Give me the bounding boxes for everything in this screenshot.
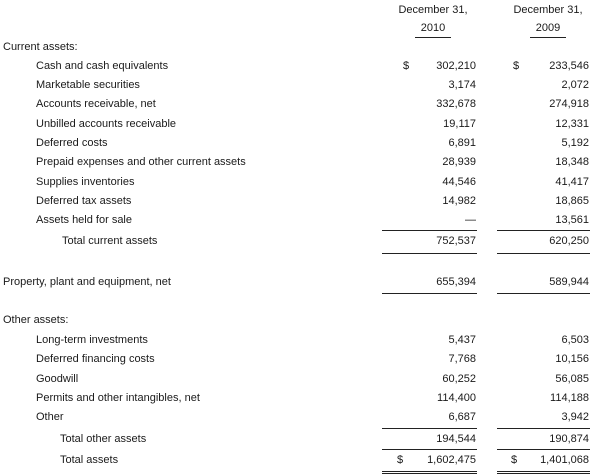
row-label: Prepaid expenses and other current assets [36, 156, 246, 168]
value-2010: 655,394 [436, 276, 476, 288]
table-row [0, 98, 600, 118]
section-heading-label: Other assets: [3, 314, 69, 326]
currency-symbol: $ [511, 454, 518, 466]
row-label: Long-term investments [36, 334, 148, 346]
total-rule-2009 [497, 449, 590, 450]
row-label: Property, plant and equipment, net [3, 276, 171, 288]
value-2009: 56,085 [555, 373, 589, 385]
section-heading-other-assets [0, 314, 600, 334]
total-other-assets-row [0, 433, 600, 453]
value-2009: 6,503 [561, 334, 589, 346]
total-rule-2010 [382, 253, 477, 254]
section-heading-current-assets [0, 41, 600, 61]
value-2009: 5,192 [561, 137, 589, 149]
subtotal-rule-2009 [497, 428, 590, 429]
value-2010: 752,537 [436, 235, 476, 247]
table-row [0, 156, 600, 176]
row-label: Permits and other intangibles, net [36, 392, 200, 404]
double-rule-top-2009 [497, 471, 590, 472]
table-row [0, 353, 600, 373]
value-2009: 18,865 [555, 195, 589, 207]
currency-symbol: $ [403, 60, 410, 72]
subtotal-rule-2010 [382, 428, 477, 429]
value-2009: 620,250 [549, 235, 589, 247]
value-2010: 1,602,475 [427, 454, 476, 466]
double-rule-bottom-2009 [497, 473, 590, 474]
row-label: Total current assets [62, 235, 158, 247]
table-row [0, 118, 600, 138]
row-label: Marketable securities [36, 79, 140, 91]
value-2010: 114,400 [437, 392, 476, 404]
subtotal-rule-2010 [382, 230, 477, 231]
value-2010: 14,982 [442, 195, 476, 207]
value-2009: 41,417 [555, 176, 589, 188]
value-2009: 2,072 [561, 79, 589, 91]
currency-symbol: $ [513, 60, 520, 72]
row-label: Other [36, 411, 64, 423]
value-2009: 1,401,068 [540, 454, 589, 466]
column-header-2010-underline [415, 37, 451, 38]
value-2009: 190,874 [549, 433, 589, 445]
value-2009: 10,156 [555, 353, 589, 365]
table-row [0, 334, 600, 354]
value-2009: 12,331 [555, 118, 589, 130]
row-label: Supplies inventories [36, 176, 135, 188]
value-2010: 6,891 [448, 137, 476, 149]
ppe-rule-2010 [382, 293, 477, 294]
value-2010: 194,544 [436, 433, 476, 445]
value-2010: 7,768 [448, 353, 476, 365]
total-rule-2009 [497, 253, 590, 254]
value-2009: 233,546 [549, 60, 589, 72]
row-label: Deferred tax assets [36, 195, 132, 207]
row-label: Accounts receivable, net [36, 98, 156, 110]
row-label: Goodwill [36, 373, 79, 385]
column-header-2009-underline [530, 37, 566, 38]
table-row [0, 176, 600, 196]
table-row [0, 373, 600, 393]
value-2010: — [465, 214, 476, 226]
value-2009: 589,944 [549, 276, 589, 288]
column-header-2009-date: December 31, [513, 4, 583, 16]
section-heading-label: Current assets: [3, 41, 78, 53]
column-header-2010-year: 2010 [420, 22, 446, 34]
row-label: Total assets [60, 454, 119, 466]
ppe-rule-2009 [497, 293, 590, 294]
table-row [0, 214, 600, 234]
value-2010: 3,174 [448, 79, 476, 91]
row-label: Total other assets [60, 433, 147, 445]
value-2010: 44,546 [442, 176, 476, 188]
value-2010: 28,939 [442, 156, 476, 168]
value-2009: 13,561 [555, 214, 589, 226]
table-row [0, 79, 600, 99]
row-label: Assets held for sale [36, 214, 132, 226]
value-2010: 6,687 [448, 411, 476, 423]
value-2010: 19,117 [443, 118, 476, 130]
currency-symbol: $ [397, 454, 404, 466]
value-2010: 60,252 [442, 373, 476, 385]
table-row [0, 137, 600, 157]
value-2010: 302,210 [436, 60, 476, 72]
value-2010: 5,437 [448, 334, 476, 346]
table-row [0, 195, 600, 215]
value-2010: 332,678 [436, 98, 476, 110]
column-header-2010-date: December 31, [398, 4, 468, 16]
subtotal-rule-2009 [497, 230, 590, 231]
value-2009: 274,918 [549, 98, 589, 110]
value-2009: 18,348 [555, 156, 589, 168]
value-2009: 3,942 [561, 411, 589, 423]
value-2009: 114,188 [550, 392, 589, 404]
total-rule-2010 [382, 449, 477, 450]
row-label: Cash and cash equivalents [36, 60, 169, 72]
row-label: Deferred financing costs [36, 353, 155, 365]
row-label: Deferred costs [36, 137, 108, 149]
total-current-assets-row [0, 235, 600, 255]
table-row [0, 392, 600, 412]
row-label: Unbilled accounts receivable [36, 118, 177, 130]
double-rule-bottom-2010 [382, 473, 477, 474]
double-rule-top-2010 [382, 471, 477, 472]
column-header-2009-year: 2009 [535, 22, 561, 34]
table-row [0, 60, 600, 80]
